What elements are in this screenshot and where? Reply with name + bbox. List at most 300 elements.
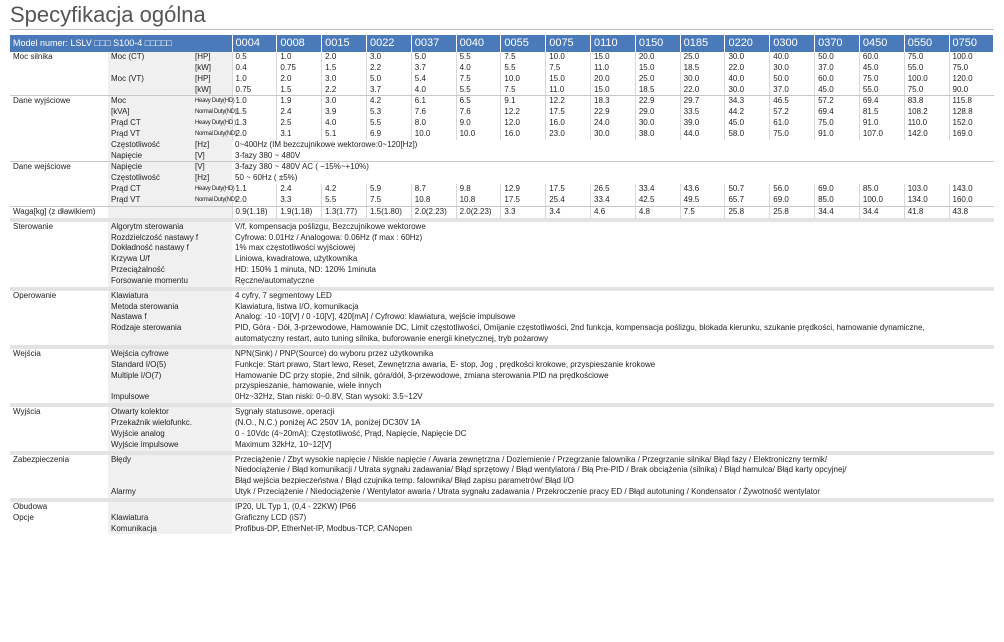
row-group	[10, 129, 108, 140]
value-cell: 5.9	[366, 184, 411, 195]
value-cell: 0.75	[232, 85, 277, 96]
value-cell: 26.5	[591, 184, 636, 195]
section-group	[10, 243, 108, 254]
section-group	[10, 418, 108, 429]
row-group	[10, 85, 108, 96]
value-cell: 58.0	[725, 129, 770, 140]
value-cell: 0.75	[277, 63, 322, 74]
row-label: Moc (VT)	[108, 74, 192, 85]
value-cell: 1.9(1.18)	[277, 206, 322, 217]
value-cell: 160.0	[949, 195, 994, 206]
row-unit: Heavy Duty(HD)	[192, 96, 232, 107]
model-code: 0300	[770, 35, 815, 52]
value-cell: 107.0	[859, 129, 904, 140]
value-cell: 1.1	[232, 184, 277, 195]
value-cell: 1.0	[232, 74, 277, 85]
model-code: 0550	[904, 35, 949, 52]
value-cell: 22.9	[591, 107, 636, 118]
model-code: 0055	[501, 35, 546, 52]
section-row	[10, 502, 994, 513]
section-group	[10, 524, 108, 535]
value-cell: 103.0	[904, 184, 949, 195]
row-group: Dane wyjściowe	[13, 96, 71, 106]
section-group: Sterowanie	[13, 221, 54, 231]
section-text: 1% max częstotliwości wyjściowej	[235, 243, 356, 253]
row-label	[108, 63, 192, 74]
section-label	[108, 381, 232, 392]
value-cell: 3.3	[277, 195, 322, 206]
value-cell: 9.0	[456, 118, 501, 129]
spec-row	[10, 107, 994, 118]
value-cell: 0.4	[232, 63, 277, 74]
value-cell: 7.5	[501, 52, 546, 63]
value-cell: 25.0	[635, 74, 680, 85]
row-text: 3-fazy 380 ~ 480V AC ( −15%~+10%)	[235, 162, 369, 172]
value-cell: 44.2	[725, 107, 770, 118]
value-cell: 143.0	[949, 184, 994, 195]
value-cell: 43.6	[680, 184, 725, 195]
value-cell: 75.0	[770, 129, 815, 140]
value-cell: 3.7	[366, 85, 411, 96]
value-cell: 15.0	[591, 85, 636, 96]
value-cell: 83.8	[904, 96, 949, 107]
value-cell: 4.8	[635, 206, 680, 217]
value-cell: 2.0	[277, 74, 322, 85]
value-cell: 8.0	[411, 118, 456, 129]
section-text: NPN(Sink) / PNP(Source) do wyboru przez użytkownika	[235, 348, 434, 358]
value-cell: 15.0	[635, 63, 680, 74]
row-unit: [Hz]	[192, 173, 232, 184]
value-cell: 11.0	[591, 63, 636, 74]
value-cell: 4.0	[456, 63, 501, 74]
value-cell: 4.0	[322, 118, 367, 129]
value-cell: 15.0	[591, 52, 636, 63]
value-cell: 45.0	[725, 118, 770, 129]
row-group	[10, 140, 108, 151]
value-cell: 3.4	[546, 206, 591, 217]
value-cell: 2.0	[232, 195, 277, 206]
section-row	[10, 265, 994, 276]
value-cell: 10.0	[411, 129, 456, 140]
row-label	[108, 206, 192, 217]
section-label	[108, 476, 232, 487]
value-cell: 1.5(1.80)	[366, 206, 411, 217]
section-label: Nastawa f	[108, 312, 232, 323]
value-cell: 69.4	[859, 96, 904, 107]
row-group: Moc silnika	[13, 52, 53, 61]
model-code: 0220	[725, 35, 770, 52]
section-group	[10, 476, 108, 487]
row-group	[10, 74, 108, 85]
section-group	[10, 302, 108, 313]
row-group	[10, 118, 108, 129]
model-code: 0075	[546, 35, 591, 52]
section-row	[10, 323, 994, 334]
value-cell: 38.0	[635, 129, 680, 140]
section-group: Wyjścia	[13, 407, 41, 417]
value-cell: 2.0(2.23)	[456, 206, 501, 217]
spec-row	[10, 63, 994, 74]
row-label: Częstotliwość	[108, 140, 192, 151]
value-cell: 10.8	[456, 195, 501, 206]
value-cell: 69.0	[815, 184, 860, 195]
value-cell: 15.0	[546, 74, 591, 85]
section-text: Hamowanie DC przy stopie, 2nd silnik, góra/dół, 3-przewodowe, zmiana sterowania PID na prędkościowe	[235, 370, 609, 380]
value-cell: 16.0	[501, 129, 546, 140]
section-row	[10, 312, 994, 323]
section-text: 4 cyfry, 7 segmentowy LED	[235, 290, 332, 300]
value-cell: 33.4	[591, 195, 636, 206]
section-row	[10, 524, 994, 535]
value-cell: 115.8	[949, 96, 994, 107]
value-cell: 3.0	[366, 52, 411, 63]
value-cell: 100.0	[949, 52, 994, 63]
value-cell: 5.5	[322, 195, 367, 206]
value-cell: 2.5	[277, 118, 322, 129]
section-label: Błędy	[108, 455, 232, 466]
section-text: Niedociążenie / Błąd komunikacji / Utrata sygnału zadawania/ Błąd sprzętowy / Błąd wentylatora / Błą Pre-PID / Brak obciążenia (silnika) / Błąd hamulca/ Błąd karty opcyjnej/	[235, 465, 847, 475]
value-cell: 4.0	[411, 85, 456, 96]
row-group	[10, 151, 108, 162]
section-label: Klawiatura	[108, 291, 232, 302]
value-cell: 3.7	[411, 63, 456, 74]
section-group: Operowanie	[13, 290, 57, 300]
row-label: Prąd VT	[108, 195, 192, 206]
value-cell: 29.7	[680, 96, 725, 107]
model-code: 0040	[456, 35, 501, 52]
value-cell: 2.4	[277, 184, 322, 195]
section-label: Komunikacja	[108, 524, 232, 535]
value-cell: 29.0	[635, 107, 680, 118]
value-cell: 12.2	[546, 96, 591, 107]
section-label: Krzywa U/f	[108, 254, 232, 265]
section-group	[10, 312, 108, 323]
value-cell: 5.5	[501, 63, 546, 74]
section-group	[10, 381, 108, 392]
spec-row	[10, 173, 994, 184]
section-group	[10, 487, 108, 498]
value-cell: 25.4	[546, 195, 591, 206]
value-cell: 10.0	[456, 129, 501, 140]
value-cell: 91.0	[815, 129, 860, 140]
row-unit: [V]	[192, 162, 232, 173]
section-group: Opcje	[13, 512, 34, 522]
section-group	[10, 371, 108, 382]
model-code: 0185	[680, 35, 725, 52]
section-text: Maximum 32kHz, 10~12[V]	[235, 439, 332, 449]
value-cell: 4.2	[366, 96, 411, 107]
value-cell: 45.0	[859, 63, 904, 74]
row-group: Dane wejściowe	[13, 162, 71, 172]
value-cell: 5.5	[366, 118, 411, 129]
section-group: Wejścia	[13, 348, 41, 358]
model-code: 0150	[635, 35, 680, 52]
row-unit: [HP]	[192, 74, 232, 85]
value-cell: 7.5	[366, 195, 411, 206]
section-group	[10, 276, 108, 287]
section-text: 0Hz~32Hz, Stan niski: 0~0.8V, Stan wysoki: 3.5~12V	[235, 392, 423, 402]
value-cell: 50.0	[770, 74, 815, 85]
spec-row	[10, 96, 994, 107]
value-cell: 5.3	[366, 107, 411, 118]
section-label: Klawiatura	[108, 513, 232, 524]
value-cell: 2.0(2.23)	[411, 206, 456, 217]
value-cell: 7.5	[546, 63, 591, 74]
value-cell: 6.1	[411, 96, 456, 107]
section-group: Obudowa	[13, 501, 48, 511]
page-title: Specyfikacja ogólna	[10, 2, 206, 27]
section-row	[10, 407, 994, 418]
model-code: 0004	[232, 35, 277, 52]
section-row	[10, 349, 994, 360]
value-cell: 75.0	[904, 52, 949, 63]
value-cell: 2.2	[322, 85, 367, 96]
section-row	[10, 222, 994, 233]
value-cell: 65.7	[725, 195, 770, 206]
value-cell: 10.0	[501, 74, 546, 85]
value-cell: 41.8	[904, 206, 949, 217]
value-cell: 22.0	[680, 85, 725, 96]
section-text: Funkcje: Start prawo, Start lewo, Reset, Zewnętrzna awaria, E- stop, Jog , prędkości krokowe, przyspieszanie krokowe	[235, 359, 656, 369]
value-cell: 128.8	[949, 107, 994, 118]
section-label: Dokładność nastawy f	[108, 243, 232, 254]
header-row	[10, 35, 994, 52]
row-label: Moc	[108, 96, 192, 107]
model-code: 0370	[815, 35, 860, 52]
value-cell: 24.0	[591, 118, 636, 129]
value-cell: 5.5	[456, 52, 501, 63]
value-cell: 60.0	[859, 52, 904, 63]
value-cell: 1.3	[232, 118, 277, 129]
spec-table	[10, 35, 994, 534]
section-row	[10, 291, 994, 302]
value-cell: 11.0	[546, 85, 591, 96]
value-cell: 5.0	[366, 74, 411, 85]
value-cell: 57.2	[770, 107, 815, 118]
section-row	[10, 429, 994, 440]
row-text: 50 ~ 60Hz ( ±5%)	[235, 173, 298, 183]
value-cell: 56.0	[770, 184, 815, 195]
section-text: Ręczne/automatyczne	[235, 275, 315, 285]
value-cell: 4.2	[322, 184, 367, 195]
section-text: Liniowa, kwadratowa, użytkownika	[235, 254, 358, 264]
value-cell: 75.0	[815, 118, 860, 129]
section-label: Przekaźnik wielofunkc.	[108, 418, 232, 429]
section-text: HD: 150% 1 minuta, ND: 120% 1minuta	[235, 265, 376, 275]
value-cell: 7.5	[456, 74, 501, 85]
section-label: Rozdzielczość nastawy f	[108, 233, 232, 244]
section-text: IP20, UL Typ 1, (0,4 - 22KW) IP66	[235, 501, 356, 511]
section-label: Rodzaje sterowania	[108, 323, 232, 334]
section-text: V/f, kompensacja poślizgu, Bezczujnikowe wektorowe	[235, 221, 426, 231]
value-cell: 55.0	[904, 63, 949, 74]
row-unit: Heavy Duty(HD )	[192, 118, 232, 129]
section-label: Impulsowe	[108, 392, 232, 403]
value-cell: 40.0	[725, 74, 770, 85]
value-cell: 50.0	[815, 52, 860, 63]
section-label: Multiple I/O(7)	[108, 371, 232, 382]
row-label: Prąd CT	[108, 184, 192, 195]
value-cell: 55.0	[859, 85, 904, 96]
row-unit	[192, 206, 232, 217]
value-cell: 0.5	[232, 52, 277, 63]
value-cell: 10.0	[546, 52, 591, 63]
value-cell: 7.6	[411, 107, 456, 118]
value-cell: 5.1	[322, 129, 367, 140]
row-group	[10, 107, 108, 118]
value-cell: 9.1	[501, 96, 546, 107]
value-cell: 1.3(1.77)	[322, 206, 367, 217]
row-text: 0~400Hz (IM bezczujnikowe wektorowe:0~120[Hz])	[235, 139, 418, 149]
section-row	[10, 392, 994, 403]
value-cell: 5.4	[411, 74, 456, 85]
value-cell: 12.2	[501, 107, 546, 118]
row-unit: Normal Duty(ND)	[192, 129, 232, 140]
model-code: 0022	[366, 35, 411, 52]
section-text: (N.O., N.C.) poniżej AC 250V 1A, poniżej DC30V 1A	[235, 418, 421, 427]
section-row	[10, 418, 994, 429]
section-label: Wejścia cyfrowe	[108, 349, 232, 360]
value-cell: 120.0	[949, 74, 994, 85]
section-group	[10, 334, 108, 345]
value-cell: 85.0	[815, 195, 860, 206]
value-cell: 1.5	[232, 107, 277, 118]
section-group	[10, 254, 108, 265]
value-cell: 1.5	[322, 63, 367, 74]
section-text: Graficzny LCD (iS7)	[235, 512, 307, 522]
section-group	[10, 465, 108, 476]
value-cell: 60.0	[815, 74, 860, 85]
section-row	[10, 302, 994, 313]
value-cell: 43.8	[949, 206, 994, 217]
section-text: Profibus-DP, EtherNet-IP, Modbus-TCP, CANopen	[235, 523, 412, 533]
section-group	[10, 440, 108, 451]
row-label	[108, 85, 192, 96]
value-cell: 8.7	[411, 184, 456, 195]
value-cell: 22.0	[725, 63, 770, 74]
model-code: 0750	[949, 35, 994, 52]
value-cell: 25.8	[725, 206, 770, 217]
value-cell: 33.5	[680, 107, 725, 118]
row-text: 3-fazy 380 ~ 480V	[232, 151, 994, 162]
value-cell: 17.5	[546, 107, 591, 118]
value-cell: 6.9	[366, 129, 411, 140]
value-cell: 44.0	[680, 129, 725, 140]
section-text: Przeciążenie / Zbyt wysokie napięcie / Niskie napięcie / Awaria zewnętrzna / Doziemienie / Przegrzanie falownika / Przegrzanie silnika/ Błąd fazy / Elektroniczny termik/	[235, 454, 828, 464]
value-cell: 37.0	[770, 85, 815, 96]
row-label: [kVA]	[108, 107, 192, 118]
section-row	[10, 254, 994, 265]
section-row	[10, 487, 994, 498]
row-unit: Normal Duty(ND)	[192, 195, 232, 206]
value-cell: 69.4	[815, 107, 860, 118]
value-cell: 90.0	[949, 85, 994, 96]
value-cell: 3.1	[277, 129, 322, 140]
value-cell: 3.3	[501, 206, 546, 217]
section-row	[10, 371, 994, 382]
row-group	[10, 184, 108, 195]
value-cell: 25.0	[680, 52, 725, 63]
value-cell: 169.0	[949, 129, 994, 140]
row-label: Częstotliwość	[108, 173, 192, 184]
row-group	[10, 173, 108, 184]
spec-row	[10, 52, 994, 63]
section-group	[10, 392, 108, 403]
value-cell: 10.8	[411, 195, 456, 206]
section-row	[10, 243, 994, 254]
section-row	[10, 276, 994, 287]
model-code: 0015	[322, 35, 367, 52]
value-cell: 7.6	[456, 107, 501, 118]
value-cell: 4.6	[591, 206, 636, 217]
spec-row	[10, 140, 994, 151]
value-cell: 2.0	[322, 52, 367, 63]
section-row	[10, 440, 994, 451]
value-cell: 34.4	[815, 206, 860, 217]
row-unit: [HP]	[192, 52, 232, 63]
row-label: Prąd CT	[108, 118, 192, 129]
value-cell: 37.0	[815, 63, 860, 74]
section-row	[10, 513, 994, 524]
value-cell: 30.0	[725, 52, 770, 63]
value-cell: 45.0	[815, 85, 860, 96]
value-cell: 42.5	[635, 195, 680, 206]
model-code: 0450	[859, 35, 904, 52]
value-cell: 134.0	[904, 195, 949, 206]
value-cell: 6.5	[456, 96, 501, 107]
section-group	[10, 265, 108, 276]
value-cell: 3.9	[322, 107, 367, 118]
section-text: PID, Góra - Dół, 3-przewodowe, Hamowanie DC, Limit częstotliwości, Omijanie częstotliwości, 2nd funkcja, kompensacja poślizgu, blokada kierunku, szukanie prędkości, hamowanie dynamiczne,	[235, 323, 925, 333]
row-unit: [kW]	[192, 85, 232, 96]
spec-row	[10, 151, 994, 162]
section-text: przyspieszanie, hamowanie, wiele innych	[235, 381, 382, 391]
value-cell: 69.0	[770, 195, 815, 206]
section-group	[10, 233, 108, 244]
value-cell: 39.0	[680, 118, 725, 129]
model-code: 0008	[277, 35, 322, 52]
row-unit: [kW]	[192, 63, 232, 74]
row-label: Napięcie	[108, 162, 192, 173]
section-text: Sygnały statusowe, operacji	[235, 407, 335, 417]
row-unit: Normal Duty(ND)	[192, 107, 232, 118]
value-cell: 12.9	[501, 184, 546, 195]
value-cell: 7.5	[680, 206, 725, 217]
section-label: Otwarty kolektor	[108, 407, 232, 418]
section-label: Standard I/O(5)	[108, 360, 232, 371]
value-cell: 61.0	[770, 118, 815, 129]
section-label: Alarmy	[108, 487, 232, 498]
value-cell: 23.0	[546, 129, 591, 140]
row-group	[10, 63, 108, 74]
row-group	[10, 195, 108, 206]
section-label: Przeciążalność	[108, 265, 232, 276]
value-cell: 9.8	[456, 184, 501, 195]
section-label: Wyjście analog	[108, 429, 232, 440]
value-cell: 30.0	[680, 74, 725, 85]
value-cell: 7.5	[501, 85, 546, 96]
section-label	[108, 334, 232, 345]
value-cell: 30.0	[770, 63, 815, 74]
value-cell: 40.0	[770, 52, 815, 63]
spec-row	[10, 85, 994, 96]
section-row	[10, 455, 994, 466]
value-cell: 2.2	[366, 63, 411, 74]
model-number-label: Model numer: LSLV □□□ S100-4 □□□□□	[10, 35, 232, 52]
value-cell: 30.0	[725, 85, 770, 96]
section-row	[10, 465, 994, 476]
spec-row	[10, 74, 994, 85]
